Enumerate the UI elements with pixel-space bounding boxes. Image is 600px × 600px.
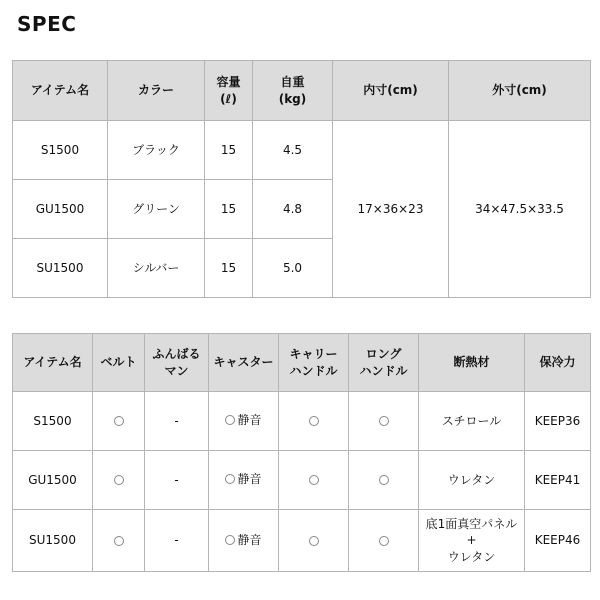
cell-capacity: 15 [205,180,253,239]
header-weight [253,61,333,121]
page-title: SPEC [17,12,77,36]
header-carry-handle [279,334,349,392]
cell-insulation [419,510,525,572]
circle-mark-icon [114,475,124,485]
header-fumbaru [145,334,209,392]
cell-belt [93,510,145,572]
circle-mark-icon [225,415,235,425]
header-long-line1: ロング [365,347,402,362]
table-header-row [13,334,591,392]
header-insulation: 断熱材 [419,334,525,392]
cell-item-name: GU1500 [13,451,93,510]
header-outer-size: 外寸(cm) [449,61,591,121]
circle-mark-icon [379,416,389,426]
cell-belt [93,392,145,451]
circle-mark-icon [379,475,389,485]
cell-insulation [419,392,525,451]
cell-belt [93,451,145,510]
cell-caster [209,392,279,451]
circle-mark-icon [379,536,389,546]
header-fumbaru-line2: マン [164,363,189,378]
header-fumbaru-line1: ふんばる [152,347,201,362]
cell-outer-size: 34×47.5×33.5 [449,121,591,298]
caster-note: 静音 [237,472,262,487]
header-capacity-line1: 容量 [216,75,241,90]
cell-color: シルバー [108,239,205,298]
header-long-handle [349,334,419,392]
cell-capacity: 15 [205,239,253,298]
table-row [13,392,591,451]
header-inner-size: 内寸(cm) [333,61,449,121]
header-weight-line2: (kg) [278,91,307,106]
circle-mark-icon [309,536,319,546]
cell-item-name: SU1500 [13,510,93,572]
circle-mark-icon [309,475,319,485]
caster-note: 静音 [237,413,262,428]
cell-item-name: GU1500 [13,180,108,239]
cell-cooling: KEEP36 [525,392,591,451]
circle-mark-icon [225,474,235,484]
cell-fumbaru: - [145,451,209,510]
cell-weight: 4.5 [253,121,333,180]
table-row [13,451,591,510]
table-row [13,121,591,180]
header-capacity [205,61,253,121]
cell-cooling: KEEP46 [525,510,591,572]
cell-weight: 4.8 [253,180,333,239]
cell-weight: 5.0 [253,239,333,298]
cell-cooling: KEEP41 [525,451,591,510]
insulation-line1: スチロール [441,413,502,428]
cell-long-handle [349,451,419,510]
cell-color: グリーン [108,180,205,239]
cell-inner-size: 17×36×23 [333,121,449,298]
header-belt: ベルト [93,334,145,392]
header-carry-line2: ハンドル [289,363,338,378]
cell-item-name: S1500 [13,392,93,451]
header-caster: キャスター [209,334,279,392]
header-long-line2: ハンドル [359,363,408,378]
header-carry-line1: キャリー [289,347,338,362]
insulation-line3: ウレタン [447,549,496,564]
header-weight-line1: 自重 [280,75,305,90]
cell-capacity: 15 [205,121,253,180]
insulation-line1: 底1面真空パネル [425,517,518,532]
cell-caster [209,510,279,572]
cell-fumbaru: - [145,392,209,451]
header-item-name: アイテム名 [13,334,93,392]
cell-carry-handle [279,392,349,451]
header-color: カラー [108,61,205,121]
table-row [13,510,591,572]
cell-caster [209,451,279,510]
circle-mark-icon [225,535,235,545]
header-capacity-line2: (ℓ) [220,91,237,106]
spec-table-basic [12,60,591,298]
cell-item-name: SU1500 [13,239,108,298]
cell-carry-handle [279,451,349,510]
cell-long-handle [349,510,419,572]
circle-mark-icon [114,416,124,426]
header-cooling: 保冷力 [525,334,591,392]
cell-insulation [419,451,525,510]
header-item-name: アイテム名 [13,61,108,121]
cell-carry-handle [279,510,349,572]
cell-fumbaru: - [145,510,209,572]
spec-table-features [12,333,591,572]
cell-item-name: S1500 [13,121,108,180]
circle-mark-icon [309,416,319,426]
table-header-row [13,61,591,121]
cell-long-handle [349,392,419,451]
insulation-line1: ウレタン [447,472,496,487]
cell-color: ブラック [108,121,205,180]
caster-note: 静音 [237,532,262,547]
circle-mark-icon [114,536,124,546]
insulation-line2: + [466,533,477,548]
